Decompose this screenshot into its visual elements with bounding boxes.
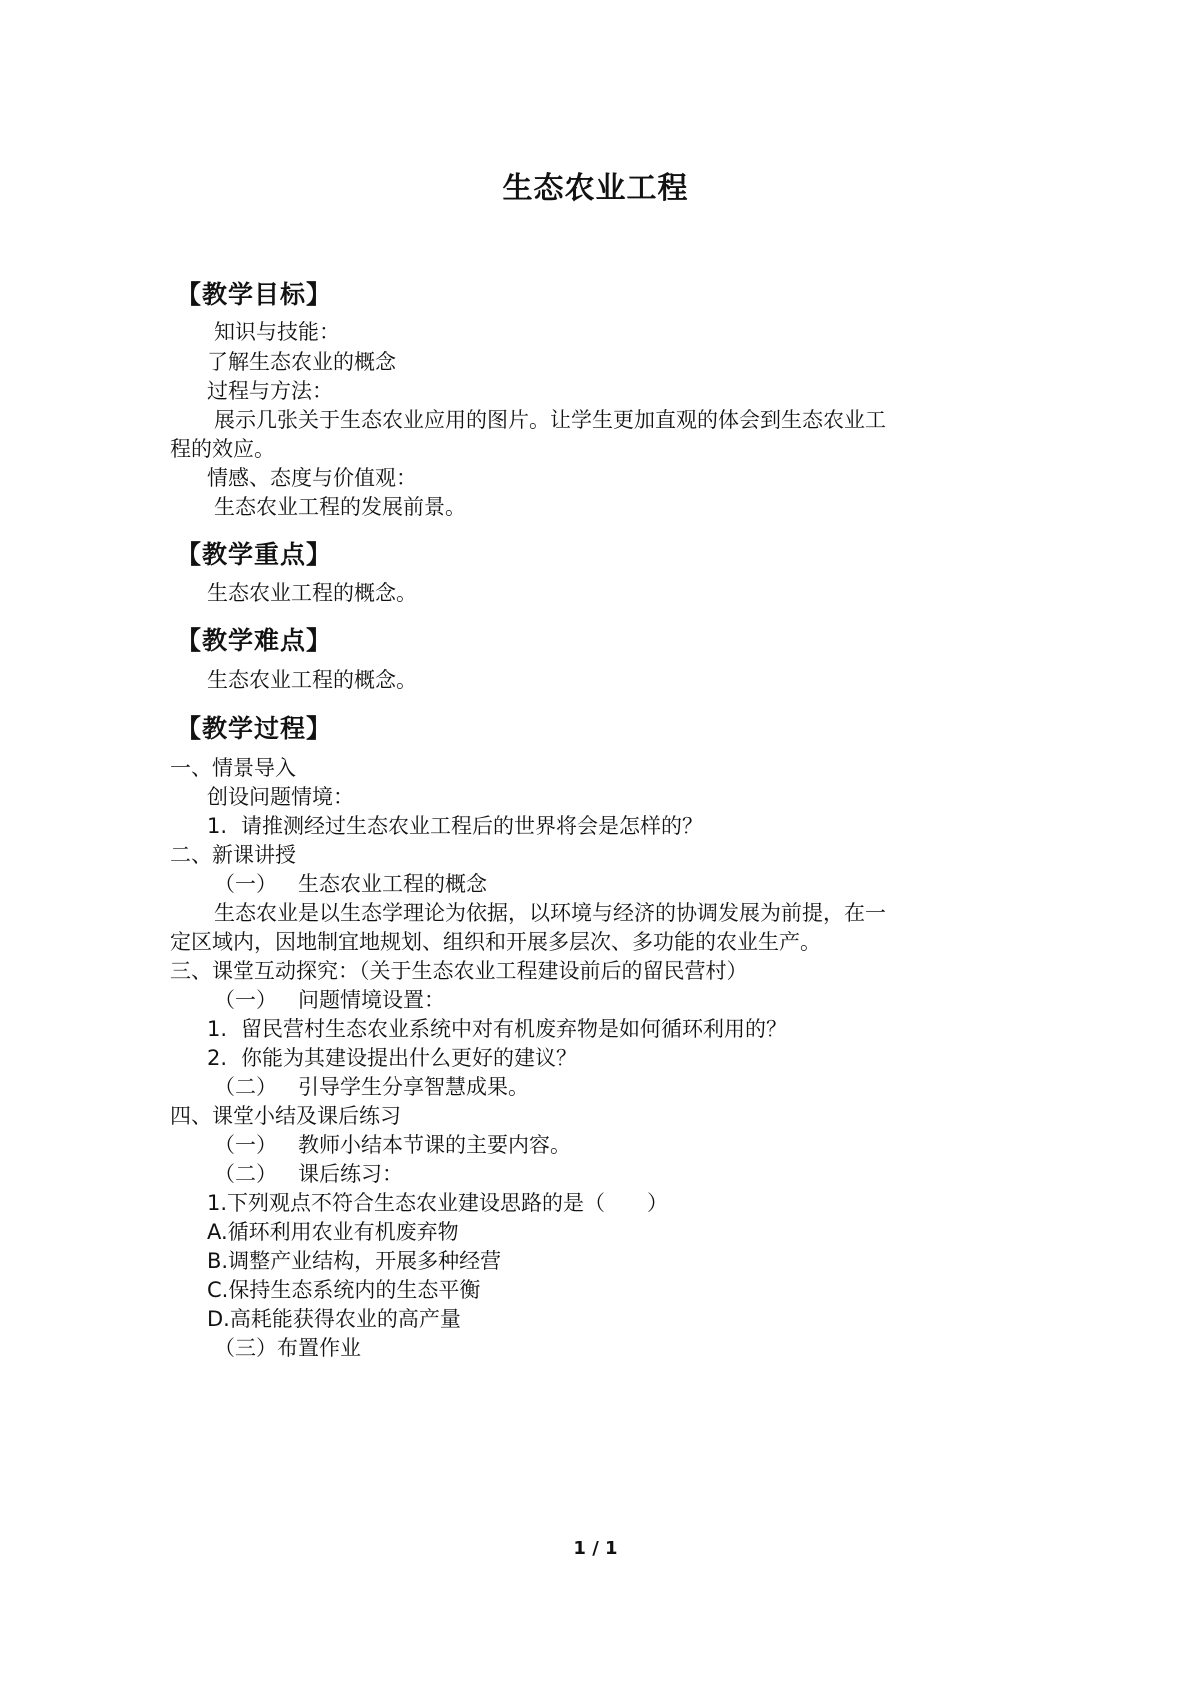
emotion-label: 情感、态度与价值观：: [207, 466, 417, 490]
process-1-sub: 创设问题情境：: [207, 785, 354, 809]
knowledge-text: 了解生态农业的概念: [207, 350, 396, 374]
homework-item: （三）布置作业: [214, 1336, 361, 1360]
list-text: 教师小结本节课的主要内容。: [298, 1133, 571, 1157]
exercise-option-d: D.高耗能获得农业的高产量: [207, 1307, 461, 1331]
section-heading-focus: 【教学重点】: [176, 540, 333, 569]
list-number: （一）: [214, 1133, 277, 1157]
list-item: [214, 985, 445, 1015]
list-item: [214, 1130, 571, 1160]
list-number: （一）: [214, 872, 277, 896]
section-heading-difficulty: 【教学难点】: [176, 626, 333, 655]
page-number: 1 / 1: [573, 1538, 618, 1559]
list-text: 请推测经过生态农业工程后的世界将会是怎样的？: [241, 814, 703, 838]
method-text-line-2: 程的效应。: [170, 437, 275, 461]
list-text: 生态农业工程的概念: [298, 872, 487, 896]
list-number: （一）: [214, 988, 277, 1012]
knowledge-label: 知识与技能：: [214, 320, 340, 344]
process-heading-1: 一、情景导入: [170, 756, 296, 780]
list-number: （二）: [214, 1075, 277, 1099]
list-number: 2.: [207, 1046, 228, 1070]
exercise-option-b: B.调整产业结构，开展多种经营: [207, 1249, 502, 1273]
list-item: [214, 1159, 403, 1189]
method-text-line-1: 展示几张关于生态农业应用的图片。让学生更加直观的体会到生态农业工: [214, 408, 886, 432]
list-item: [207, 811, 703, 841]
list-number: 1.: [207, 814, 228, 838]
focus-text: 生态农业工程的概念。: [207, 581, 417, 605]
process-heading-4: 四、课堂小结及课后练习: [170, 1104, 401, 1128]
process-heading-2: 二、新课讲授: [170, 843, 296, 867]
list-item: [214, 1072, 529, 1102]
list-number: 1.: [207, 1017, 228, 1041]
exercise-option-c: C.保持生态系统内的生态平衡: [207, 1278, 481, 1302]
list-number: （二）: [214, 1162, 277, 1186]
document-title: 生态农业工程: [502, 171, 689, 206]
list-item: [207, 1014, 787, 1044]
list-item: [214, 869, 487, 899]
difficulty-text: 生态农业工程的概念。: [207, 668, 417, 692]
section-heading-goals: 【教学目标】: [176, 280, 333, 309]
list-item: [207, 1043, 577, 1073]
section-heading-process: 【教学过程】: [176, 714, 333, 743]
list-text: 问题情境设置：: [298, 988, 445, 1012]
list-text: 引导学生分享智慧成果。: [298, 1075, 529, 1099]
list-text: 留民营村生态农业系统中对有机废弃物是如何循环利用的？: [241, 1017, 787, 1041]
concept-text-line-1: 生态农业是以生态学理论为依据，以环境与经济的协调发展为前提，在一: [214, 901, 886, 925]
list-text: 课后练习：: [298, 1162, 403, 1186]
emotion-text: 生态农业工程的发展前景。: [214, 495, 466, 519]
method-label: 过程与方法：: [207, 379, 333, 403]
exercise-option-a: A.循环利用农业有机废弃物: [207, 1220, 459, 1244]
process-heading-3: 三、课堂互动探究：（关于生态农业工程建设前后的留民营村）: [170, 959, 748, 983]
concept-text-line-2: 定区域内，因地制宜地规划、组织和开展多层次、多功能的农业生产。: [170, 930, 821, 954]
exercise-question: 1.下列观点不符合生态农业建设思路的是（ ）: [207, 1191, 669, 1215]
list-text: 你能为其建设提出什么更好的建议？: [241, 1046, 577, 1070]
